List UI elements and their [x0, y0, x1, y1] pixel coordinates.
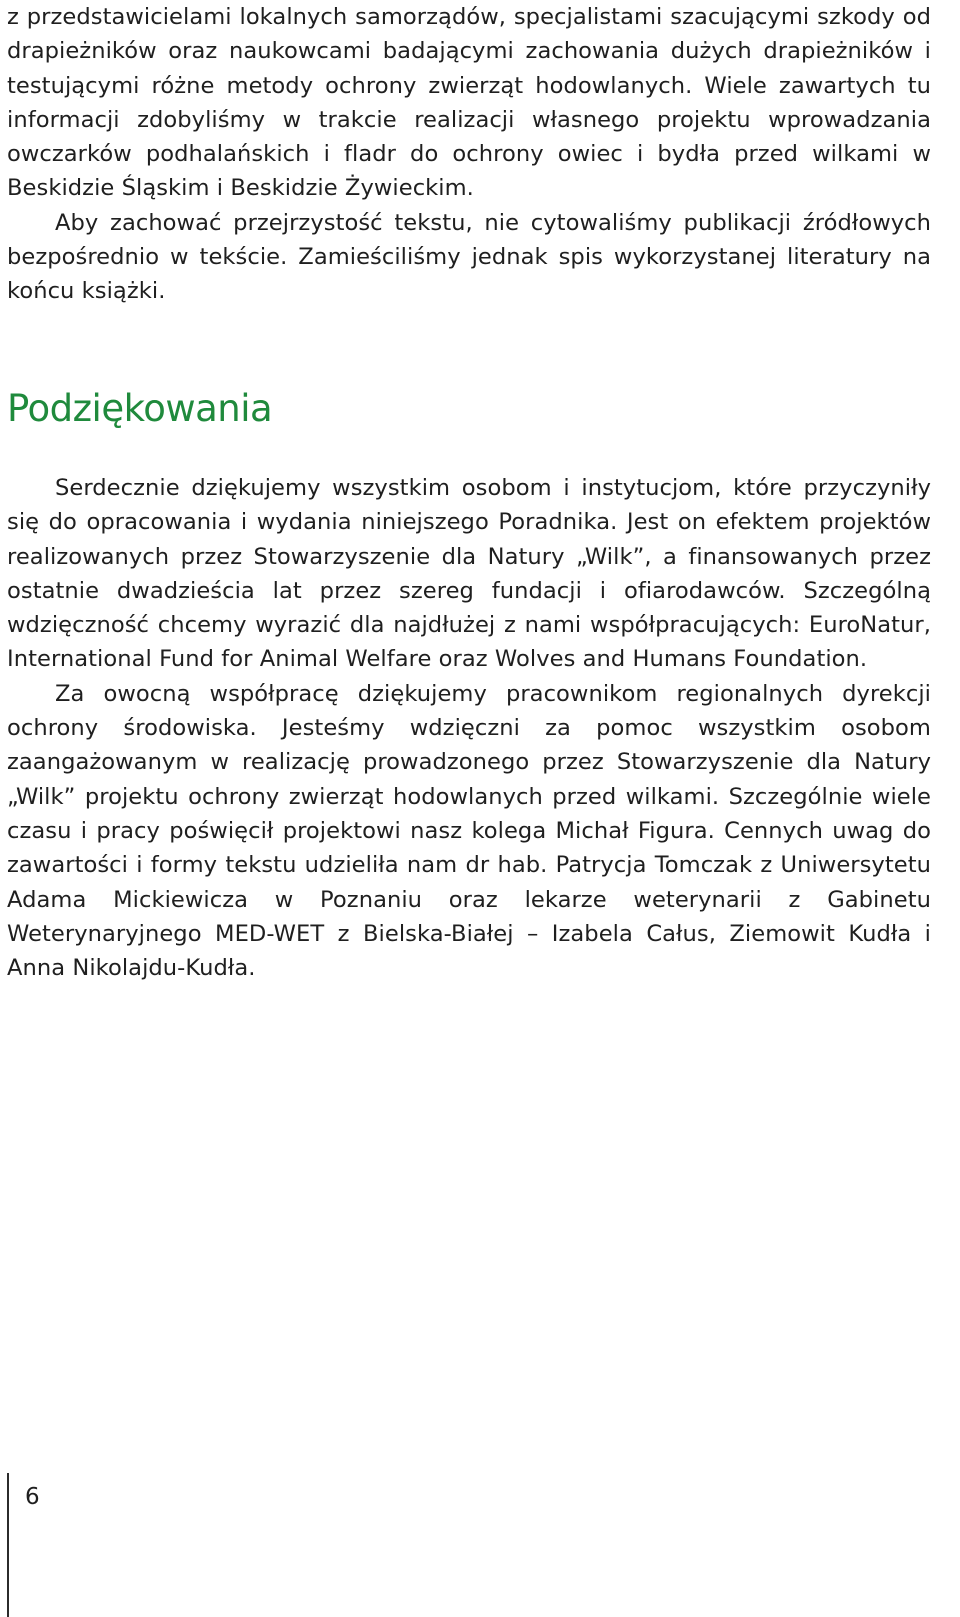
acknowledgements-paragraph-1: Serdecznie dziękujemy wszystkim osobom i instytucjom, które przyczyniły się do opracowania i wydania niniejszego Poradnika. Jest on efektem projektów realizowanych przez Stowarzyszenie dla Natury „Wilk”, a finansowanych przez ostatnie dwadzieścia lat przez szereg fundacji i ofiarodawców. Szczególną wdzięczność chcemy wyrazić dla najdłużej z nami współpracujących: EuroNatur, International Fund for Animal Welfare oraz Wolves and Humans Foundation.: [7, 475, 931, 673]
intro-paragraph-1: z przedstawicielami lokalnych samorządów, specjalistami szacującymi szkody od drapieżników oraz naukowcami badającymi zachowania dużych drapieżników i testującymi różne metody ochrony zwierząt hodowlanych. Wiele zawartych tu informacji zdobyliśmy w trakcie realizacji własnego projektu wprowadzania owczarków podhalańskich i fladr do ochrony owiec i bydła przed wilkami w Beskidzie Śląskim i Beskidzie Żywieckim.: [7, 4, 931, 202]
acknowledgements-text: [7, 471, 931, 985]
section-title: Podziękowania: [7, 387, 273, 430]
page-number-rule: [7, 1473, 9, 1617]
page-number: 6: [25, 1484, 40, 1510]
intro-paragraph-2: Aby zachować przejrzystość tekstu, nie cytowaliśmy publikacji źródłowych bezpośrednio w tekście. Zamieściliśmy jednak spis wykorzystanej literatury na końcu książki.: [7, 209, 931, 305]
acknowledgements-paragraph-2: Za owocną współpracę dziękujemy pracownikom regionalnych dyrekcji ochrony środowiska. Jesteśmy wdzięczni za pomoc wszystkim osobom zaangażowanym w realizację prowadzonego przez Stowarzyszenie dla Natury „Wilk” projektu ochrony zwierząt hodowlanych przed wilkami. Szczególnie wiele czasu i pracy poświęcił projektowi nasz kolega Michał Figura. Cennych uwag do zawartości i formy tekstu udzieliła nam dr hab. Patrycja Tomczak z Uniwersytetu Adama Mickiewicza w Poznaniu oraz lekarze weterynarii z Gabinetu Weterynaryjnego MED-WET z Bielska-Białej – Izabela Całus, Ziemowit Kudła i Anna Nikolajdu-Kudła.: [7, 680, 931, 982]
intro-text: [7, 0, 931, 309]
